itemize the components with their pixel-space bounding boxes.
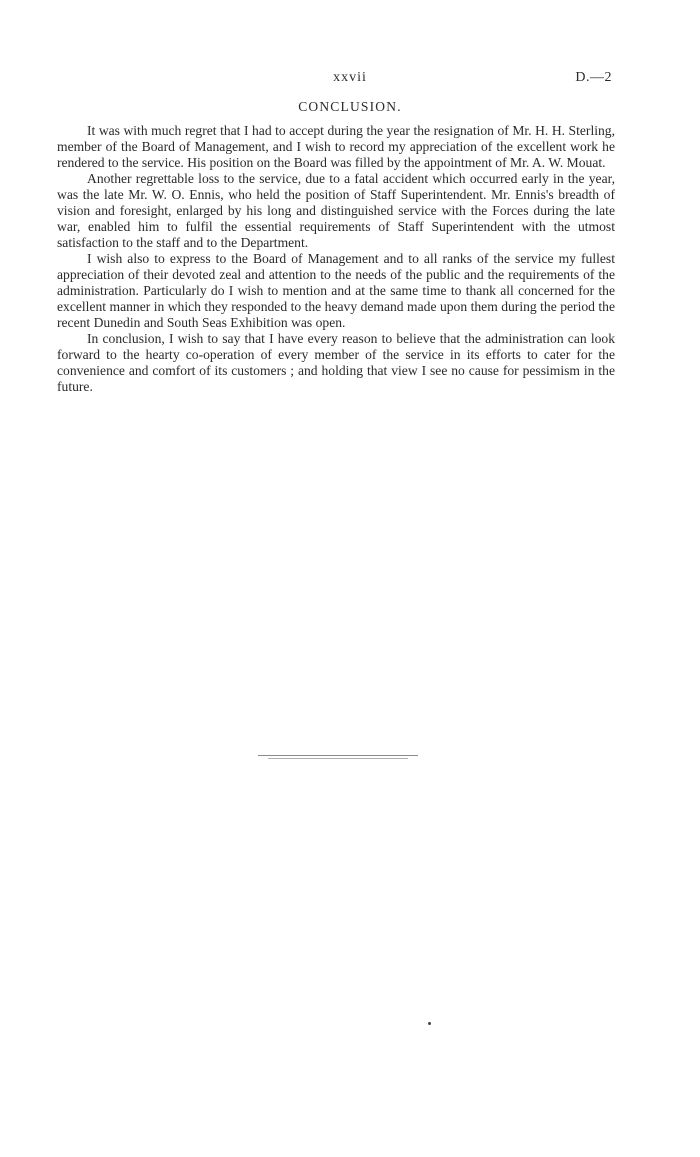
paragraph: I wish also to express to the Board of Management and to all ranks of the service my fullest appreciation of their devoted zeal and attention to the needs of the public and the requirements of the administration. Particularly do I wish to mention and at the same time to thank all concerned for the excellent manner in which they responded to the heavy demand made upon them during the period the recent Dunedin and South Seas Exhibition was open. bbox=[57, 251, 615, 330]
body-text bbox=[57, 123, 615, 395]
section-heading: CONCLUSION. bbox=[298, 99, 402, 114]
page-number: xxvii bbox=[333, 70, 367, 85]
document-reference: D.—2 bbox=[575, 70, 612, 85]
paragraph: It was with much regret that I had to accept during the year the resignation of Mr. H. H. Sterling, member of the Board of Management, and I wish to record my appreciation of the excellent work he rendered to the service. His position on the Board was filled by the appointment of Mr. A. W. Mouat. bbox=[57, 123, 615, 170]
paragraph: In conclusion, I wish to say that I have every reason to believe that the administration can look forward to the hearty co-operation of every member of the service in its efforts to cater for the convenience and comfort of its customers ; and holding that view I see no cause for pessimism in the future. bbox=[57, 331, 615, 394]
end-rule bbox=[258, 755, 418, 756]
paragraph: Another regrettable loss to the service, due to a fatal accident which occurred early in the year, was the late Mr. W. O. Ennis, who held the position of Staff Superintendent. Mr. Ennis's breadth of vision and foresight, enlarged by his long and distinguished service with the Forces during the late war, enabled him to fulfil the essential requirements of Staff Superintendent with the utmost satisfaction to the staff and to the Department. bbox=[57, 171, 615, 250]
scan-speck bbox=[428, 1022, 431, 1025]
end-rule-secondary bbox=[268, 758, 408, 759]
